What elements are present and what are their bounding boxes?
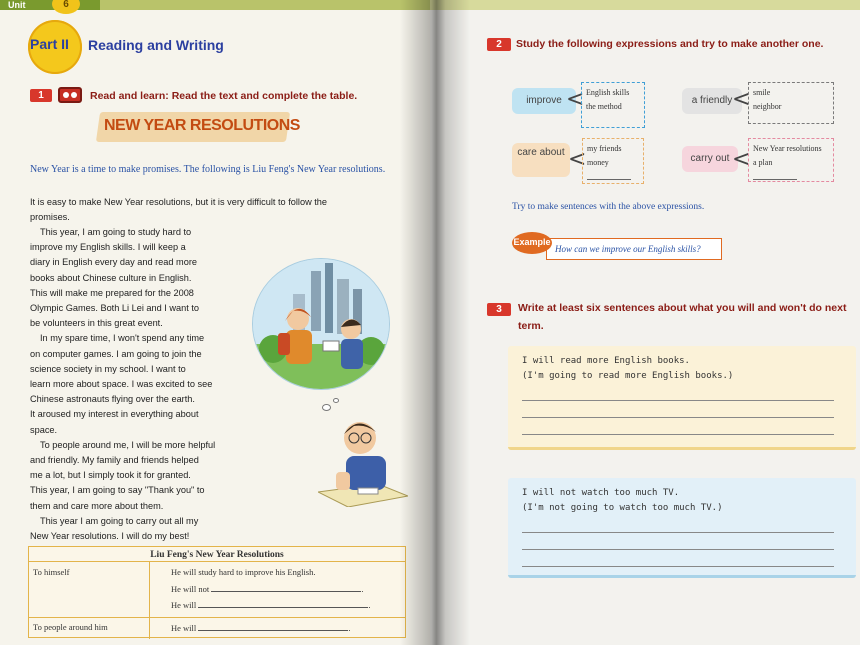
expression-word: care about	[512, 143, 570, 177]
exercise-1-badge: 1	[30, 89, 52, 102]
expression-box	[581, 82, 645, 128]
line-prefix: He will	[171, 600, 197, 610]
expression-item: neighbor	[753, 102, 782, 111]
expression-word: improve	[512, 88, 576, 114]
illustration-boys-city	[252, 258, 390, 390]
row-himself-line2: He will not .	[171, 584, 364, 594]
exercise-2-badge: 2	[487, 38, 511, 51]
sample-sentence: I will not watch too much TV.	[522, 488, 680, 498]
reading-text-full	[30, 195, 408, 225]
row-himself-line3: He will .	[171, 600, 371, 610]
writing-box-will-not	[508, 478, 856, 578]
resolutions-table	[28, 546, 406, 638]
sample-sentence: I will read more English books.	[522, 356, 690, 366]
text-line: promises.	[30, 212, 70, 223]
chevron-left-icon: <	[568, 147, 587, 172]
illustration-thinking-boy	[318, 412, 408, 507]
writing-line[interactable]	[522, 550, 834, 567]
exercise-3-instruction: Write at least six sentences about what you will and won't do next term.	[518, 302, 847, 332]
writing-line[interactable]	[522, 516, 834, 533]
text-line: New Year resolutions. I will do my best!	[30, 531, 190, 542]
line-prefix: He will not	[171, 584, 210, 594]
text-line: It is easy to make New Year resolutions, but it is very difficult to follow the	[30, 197, 328, 207]
writing-box-will	[508, 346, 856, 450]
writing-line[interactable]	[522, 401, 834, 418]
book-spine-shadow	[400, 0, 470, 645]
unit-number: 6	[52, 0, 80, 14]
reading-title: NEW YEAR RESOLUTIONS	[104, 117, 300, 134]
text-line: science society in my school. I want to	[30, 363, 186, 374]
expression-word: carry out	[682, 146, 738, 172]
expression-item: a plan	[753, 158, 773, 167]
exercise-2-instruction: Study the following expressions and try to make another one.	[516, 38, 824, 50]
thinking-boy-icon	[318, 412, 408, 507]
try-text: Try to make sentences with the above expressions.	[512, 202, 705, 212]
intro-text: New Year is a time to make promises. The following is Liu Feng's New Year resolutions.	[30, 164, 386, 175]
part-label: Part II	[30, 36, 69, 52]
table-title: Liu Feng's New Year Resolutions	[150, 550, 284, 560]
line-prefix: He will	[171, 623, 197, 633]
text-line: books about Chinese culture in English.	[30, 272, 192, 283]
text-line: improve my English skills. I will keep a	[30, 242, 186, 253]
sample-sentence: (I'm not going to watch too much TV.)	[522, 503, 723, 513]
expression-word: a friendly	[682, 88, 742, 114]
expression-item: English skills	[586, 88, 630, 97]
top-color-bar	[430, 0, 860, 10]
writing-line[interactable]	[522, 418, 834, 435]
answer-blank[interactable]	[198, 599, 368, 608]
text-line: It aroused my interest in everything about	[30, 409, 199, 420]
example-box: How can we improve our English skills?	[546, 238, 722, 260]
expression-box	[748, 82, 834, 124]
table-divider	[149, 561, 150, 639]
table-divider	[29, 617, 405, 618]
chevron-left-icon: <	[732, 87, 751, 112]
unit-tab	[0, 0, 100, 10]
row-himself-line1: He will study hard to improve his English.	[171, 567, 316, 577]
expression-item: smile	[753, 88, 771, 97]
chevron-left-icon: <	[732, 147, 751, 172]
sample-sentence: (I'm going to read more English books.)	[522, 371, 734, 381]
expression-item: my friends	[587, 144, 622, 153]
example-badge: Example	[512, 232, 552, 254]
text-line: This will make me prepared for the 2008	[30, 287, 194, 298]
part-title: Reading and Writing	[88, 37, 224, 53]
answer-blank[interactable]	[198, 622, 348, 631]
answer-blank[interactable]	[587, 170, 631, 180]
unit-label: Unit	[8, 0, 26, 10]
expression-item: money	[587, 158, 609, 167]
thought-bubble-icon	[322, 404, 331, 411]
chevron-left-icon: <	[566, 87, 585, 112]
row-label-people: To people around him	[33, 622, 108, 632]
writing-line[interactable]	[522, 533, 834, 550]
table-divider	[29, 561, 405, 562]
row-label-himself: To himself	[33, 567, 70, 577]
answer-blank[interactable]	[211, 583, 361, 592]
text-line: learn more about space. I was excited to see	[30, 379, 213, 390]
text-line: on computer games. I am going to join the	[30, 348, 202, 359]
exercise-1-instruction: Read and learn: Read the text and complete the table.	[90, 90, 358, 102]
text-line: In my spare time, I won't spend any time	[40, 333, 205, 344]
cassette-icon	[58, 87, 82, 103]
text-line: This year, I am going to say "Thank you" to	[30, 485, 205, 496]
expression-box	[748, 138, 834, 182]
text-line: them and care more about them.	[30, 500, 164, 511]
expression-item: New Year resolutions	[753, 144, 822, 153]
reading-text-column	[30, 225, 242, 544]
text-line: Chinese astronauts flying over the earth.	[30, 394, 195, 405]
row-people-line1: He will .	[171, 623, 351, 633]
text-line: me a lot, but I simply took it for granted.	[30, 470, 191, 481]
thought-bubble-icon	[333, 398, 339, 403]
text-line: and friendly. My family and friends helped	[30, 455, 199, 466]
exercise-3-badge: 3	[487, 303, 511, 316]
text-line: This year I am going to carry out all my	[40, 515, 199, 526]
text-line: To people around me, I will be more helpful	[40, 439, 216, 450]
expression-item: the method	[586, 102, 622, 111]
writing-line[interactable]	[522, 384, 834, 401]
text-line: Olympic Games. Both Li Lei and I want to	[30, 303, 200, 314]
text-line: This year, I am going to study hard to	[40, 227, 192, 237]
text-line: diary in English every day and read more	[30, 257, 197, 268]
answer-blank[interactable]	[753, 170, 797, 180]
text-line: space.	[30, 424, 58, 435]
expression-box	[582, 138, 644, 184]
text-line: be volunteers in this great event.	[30, 318, 163, 329]
city-scene-icon	[253, 259, 390, 390]
